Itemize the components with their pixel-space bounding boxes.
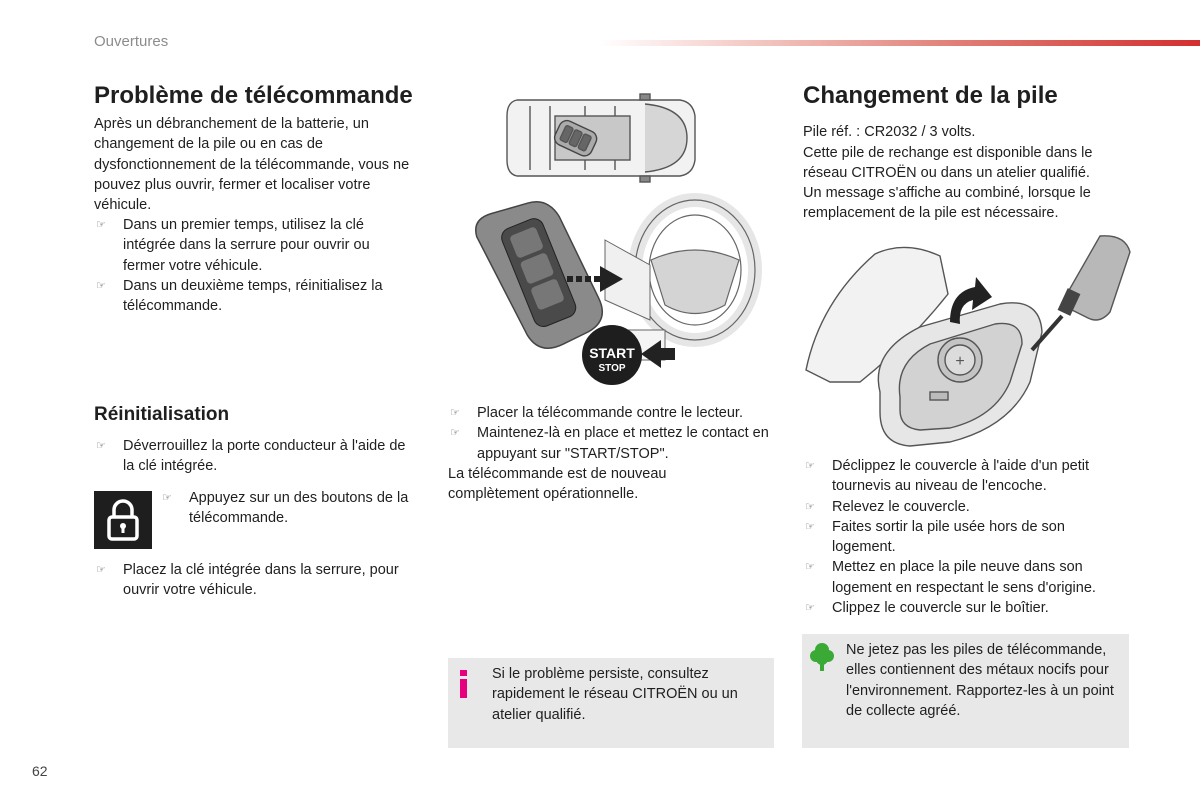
list-item: ☞ Placez la clé intégrée dans la serrure, pour ouvrir votre véhicule. [96, 562, 399, 599]
pointing-hand-icon: ☞ [96, 564, 106, 576]
info-icon [458, 670, 470, 698]
header-accent-bar [600, 40, 1200, 46]
pointing-hand-icon: ☞ [805, 561, 815, 574]
info-box [448, 658, 774, 748]
list-item: ☞ Placer la télécommande contre le lecteur. [448, 403, 773, 423]
car-top-view [507, 94, 695, 182]
pointing-hand-icon: ☞ [805, 602, 815, 615]
list-item: ☞ Faites sortir la pile usée hors de son logement. [805, 518, 1065, 556]
remote-reader-illustration [455, 90, 785, 395]
list-item: ☞ Déclippez le couvercle à l'aide d'un petit tournevis au niveau de l'encoche. [805, 458, 1090, 495]
list-item: ☞ Relevez le couvercle. [803, 497, 1123, 517]
battery-change-illustration [800, 232, 1140, 457]
pointing-hand-icon: ☞ [96, 440, 106, 452]
stop-label: STOP [598, 363, 626, 374]
middle-bullet-list [448, 403, 773, 464]
left-title: Problème de télécommande [94, 82, 413, 109]
page-number: 62 [32, 763, 48, 779]
reinit-title: Réinitialisation [94, 404, 230, 425]
pointing-hand-icon: ☞ [805, 500, 815, 513]
pointing-hand-icon: ☞ [805, 460, 815, 472]
svg-text:+: + [955, 353, 965, 370]
list-item: ☞ Appuyez sur un des boutons de la télécommande. [162, 490, 409, 527]
list-item: ☞ Maintenez-là en place et mettez le contact en appuyant sur "START/STOP". [450, 425, 769, 462]
list-item: ☞ Déverrouillez la porte conducteur à l'aide de la clé intégrée. [96, 438, 406, 475]
info-box-text: Si le problème persiste, consultez rapidement le réseau CITROËN ou un atelier qualifié. [492, 666, 738, 723]
list-item: ☞ Dans un premier temps, utilisez la clé intégrée dans la serrure pour ouvrir ou fermer votre véhicule. [96, 217, 370, 274]
pointing-hand-icon: ☞ [450, 407, 460, 419]
pointing-hand-icon: ☞ [96, 219, 106, 231]
reinit-lock-bullet [160, 488, 416, 529]
right-bullet-list [803, 456, 1123, 618]
section-label: Ouvertures [94, 33, 169, 50]
reinit-bullet-1 [94, 436, 412, 477]
key-fob [471, 188, 610, 359]
middle-conclusion: La télécommande est de nouveau complètement opérationnelle. [448, 466, 667, 503]
eco-box [802, 634, 1129, 748]
battery-message: Un message s'affiche au combiné, lorsque le remplacement de la pile est nécessaire. [803, 185, 1091, 222]
screwdriver-icon [1032, 236, 1130, 350]
right-title: Changement de la pile [803, 82, 1058, 109]
reinit-bullet-3 [94, 560, 420, 601]
left-bullet-list [94, 215, 412, 316]
left-intro: Après un débranchement de la batterie, un changement de la pile ou en cas de dysfonctionnement de la télécommande, vous ne pouvez plus ouvrir, fermer et localiser votre véhicule. [94, 116, 410, 214]
pointing-hand-icon: ☞ [96, 279, 106, 292]
start-label: START [589, 345, 635, 361]
pointing-hand-icon: ☞ [805, 520, 815, 533]
battery-availability: Cette pile de rechange est disponible dans le réseau CITROËN ou dans un atelier qualifié. [803, 145, 1093, 182]
pointing-hand-icon: ☞ [450, 427, 460, 440]
eco-box-text: Ne jetez pas les piles de télécommande, elles contiennent des métaux nocifs pour l'environnement. Rapportez-les à un point de collecte agréé. [846, 642, 1114, 719]
list-item: ☞ Mettez en place la pile neuve dans son logement en respectant le sens d'origine. [805, 559, 1096, 596]
tree-icon [810, 642, 834, 672]
padlock-icon [94, 491, 152, 549]
list-item: ☞ Clippez le couvercle sur le boîtier. [803, 598, 1123, 618]
list-item: ☞ Dans un deuxième temps, réinitialisez la télécommande. [96, 277, 383, 315]
pointing-hand-icon: ☞ [162, 492, 172, 504]
battery-ref: Pile réf. : CR2032 / 3 volts. [803, 124, 976, 140]
